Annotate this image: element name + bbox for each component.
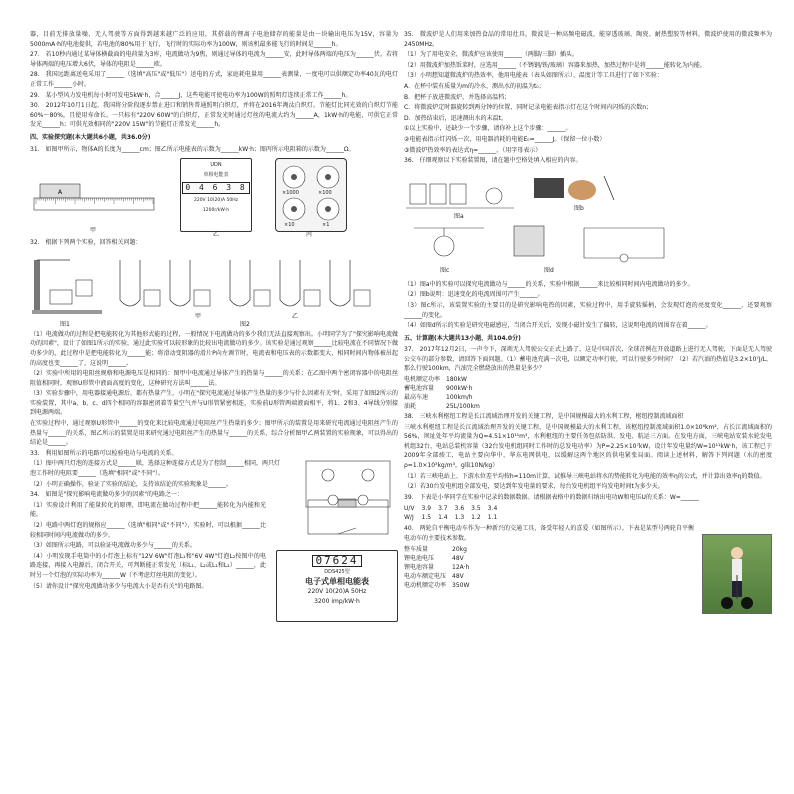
section-4-heading: 四、实验探究题(本大题共6小题，共36.0分) bbox=[30, 133, 151, 141]
question-39: 39. 下表是小华同学在实验中记录的数据数据。请根据表格中的数据归纳出电功W和电压U的关系：W=______ bbox=[404, 493, 699, 501]
q36-part-0: （1）图a中的实验可以探究电流做功与______的关系，实验中根据______来比较相同时间内电流做功的多少。 bbox=[404, 280, 694, 288]
question-31: 31. 如图甲所示，物体A的长度为______cm；图乙所示电能表的示数为______kW·h；图丙所示电阻箱的示数为______Ω。 bbox=[30, 145, 355, 153]
data-table-39 bbox=[404, 504, 504, 522]
left-paragraph-3: 29. 某小型风力发电机每小时可发电5kW·h，合______J，这些电能可使电功率为100W的照明灯连续正常工作______h。 bbox=[30, 91, 352, 99]
question-40: 40. 两轮自平衡电动车作为一种新兴的交通工具，备受年轻人的喜爱（如图所示）。下表是某型号两轮自平衡电动车的主要技术参数。 bbox=[404, 525, 694, 542]
sealed-container bbox=[194, 290, 210, 306]
question-34 bbox=[30, 490, 266, 591]
q35-line-9: ②电能表指示灯闪烁一次，用电器消耗的电能E₀=______J。（保留一位小数） bbox=[404, 135, 606, 143]
q32-part-2: （3）实验步骤中，用电器接通电源后，都有热量产生，小明在"探究电流通过导体产生热量的多少与什么因素有关"时，采用了如图2所示的实验装置，其中a、b、c、d四个相同的容器密闭着等量空气并与U形管紧密相连，实验前U形管两端液面相平，将1、2和3、4导线分别接到电源两端。 bbox=[30, 390, 398, 417]
u-tube bbox=[280, 260, 300, 306]
q33-part-2: （2）小明正确操作，验证了实验的结论，支持该结论的实验现象是______。 bbox=[30, 480, 232, 488]
meter-digits: 0 4 6 3 8 bbox=[182, 182, 249, 194]
table39-cell: 1.1 bbox=[487, 514, 498, 522]
fig36-label-b: 图b bbox=[574, 204, 584, 212]
q33-part-0: 33. 利用如图所示的电路可以检验电功与电流的关系。 bbox=[30, 449, 178, 457]
specs40-row bbox=[404, 572, 475, 581]
specs-table-40 bbox=[404, 545, 475, 590]
q32-part-0: （1）电流做功的过程是把电能转化为其他形式能的过程，一般情况下电流做功的多少我们无法直接观察出。小明同学为了"探究影响电流做功的因素"，设计了如图1所示的实验，通过此实验可以较形象的比较出电流做功的多少。该实验是通过观察______比较电流在不同情况下做功多少的，此过程中是把电能转化为______能；将滑动变阻器的滑片P向左调节时，电流表和电压表的示数都变大，相同时间内物体被吊起的高度也变______了，这说明______。 bbox=[30, 330, 398, 367]
box-label-1000: ×1000 bbox=[282, 190, 299, 197]
q35-line-7: D．加热结束后，迅速测出水的末温t。 bbox=[404, 114, 507, 122]
question-32-text2: 在实验过程中，通过观察U形管中______的变化来比较电流通过电阻丝产生热量的多少；图甲所示的装置是用来研究电流通过电阻丝产生的热量与______的关系，图乙所示的装置是用来研究通过电阻丝产生的热量与______的关系，综合分析图甲乙两装置的实验现象，可以得出的结论是______。 bbox=[30, 420, 398, 447]
specs37-cell: 电机额定功率 bbox=[404, 376, 441, 384]
balance-scooter-photo bbox=[702, 534, 772, 614]
specs40-row bbox=[404, 545, 475, 554]
specs37-cell: 100km/h bbox=[446, 394, 473, 402]
fig32-label-2: 图2 bbox=[240, 320, 250, 328]
u-tube bbox=[330, 260, 350, 306]
q38-part-3: （2）若30台发电机组全部发电，要达到年发电量的要求，每台发电机组平均发电时间t为多少天。 bbox=[404, 483, 664, 491]
specs37-cell: 180kW bbox=[446, 376, 467, 384]
q32-part-1: （2）实验中所用的电阻丝规格和电源电压是相同的：图甲中电流通过导体产生的热量与______的关系；在乙图中两个密闭容器中的电阻丝阻值相同时，观察U形管中液面高度的变化，这种研究方法叫______法。 bbox=[30, 370, 398, 387]
specs37-cell: 最高车速 bbox=[404, 394, 429, 402]
circuit-34 bbox=[298, 494, 398, 542]
q34-part-0: 34. 如图是"探究影响电流做功多少的因素"的电路之一： bbox=[30, 491, 184, 499]
u-tube-figure bbox=[30, 250, 398, 328]
figure-31 bbox=[30, 156, 398, 239]
table39-cell: 1.4 bbox=[438, 514, 448, 522]
box-label-100: ×100 bbox=[318, 190, 332, 197]
box-label-1: ×1 bbox=[322, 222, 330, 229]
specs37-row bbox=[404, 375, 486, 384]
figure-36 bbox=[404, 168, 772, 278]
meter-brand: UDN bbox=[210, 162, 222, 169]
specs40-cell: 12A·h bbox=[452, 563, 470, 571]
q35-line-8: ①以上实验中，还缺少一个步骤，请你补上这个步骤：______。 bbox=[404, 125, 572, 133]
q36-part-2: （3）图c所示，该装置实验的主要目的是研究影响电热的因素，实验过程中，用手旋转摇柄，会发现灯泡的亮度变化______，还要观察______的变化。 bbox=[404, 301, 772, 319]
table39-cell: 3.9 bbox=[421, 505, 432, 513]
meter-title: 单相电能表 bbox=[203, 171, 229, 178]
left-column bbox=[30, 30, 398, 605]
specs40-cell: 锂电池电压 bbox=[404, 554, 435, 562]
table39-row bbox=[404, 513, 504, 522]
question-32: 32. 根据下列两个实验，回答相关问题： bbox=[30, 239, 142, 247]
sealed-container bbox=[304, 290, 320, 306]
left-paragraph-0: 器，目前无排放量噪、无人驾驶等方面得到越来越广泛的应用，其搭载的锂离子电池储存的能量是由一块输出电压为15V，容量为5000mA·h的电池提供，若电池的80%用于飞行，飞行时的实际功率为100W，则该机最多能飞行的时间是______h。 bbox=[30, 31, 398, 48]
electric-meter-31 bbox=[180, 158, 252, 232]
q33-part-1: （1）图中两只灯泡的连接方式是______联，选择这种连接方式是为了控制______相同，两只灯泡工作时的电阻要______（选填"相同"或"不同"）。 bbox=[30, 460, 280, 478]
sealed-container bbox=[354, 290, 370, 306]
fig31-label-yi: 乙 bbox=[213, 231, 220, 239]
q38-part-1: 三峡水利枢纽工程是长江流域治理开发的关键工程，是中国规模最大的水利工程，该枢纽控制流域面积1.0×10⁶km²，占长江流域面积的56%，坝址处年平均流量为Q=4.51×10¹¹m³，水利枢纽的主要任务包括防洪、发电、航运三方面。在发电方面，三峡电站安装水轮发电机组32台，电站总装机容量（32台发电机组同时工作时的总发电功率）为P=2.25×10⁷kW，设计年发电量约W=10¹¹kW·h，该工程已于2009年全部竣工，电站主要向华中、华东电网供电，以缓解这两个地区的供电紧张局面。阅读上述材料，解答下列问题（水的密度ρ=1.0×10³kg/m³，g取10N/kg） bbox=[404, 423, 772, 470]
left-paragraph-4: 30. 2012年10月1日起，我国将分阶段逐步禁止进口和销售普通照明白炽灯，并将在2016年淘汰白炽灯。节能灯比同光效的白炽灯节能60%～80%，且使用寿命长。一只标有"220V 60W"的白炽灯，正常发光时通过灯丝的电流大约为______A，1kW·h的电能，可供它正常发光______h；可供光效相同的"220V 15W"的节能灯正常发光______h。 bbox=[30, 102, 398, 129]
table39-cell: 3.5 bbox=[471, 505, 481, 513]
q33-block bbox=[30, 449, 398, 489]
section-5-heading: 五、计算题(本大题共13小题，共104.0分) bbox=[404, 334, 521, 342]
specs37-cell: 油耗 bbox=[404, 403, 417, 411]
question-32-text bbox=[30, 330, 398, 418]
table39-cell: U/V bbox=[404, 505, 415, 513]
q35-line-2: （2）用微波炉加热饭菜时，应选用______（不锈钢/铁/玻璃）容器来加热，加热过程中是将______能转化为内能。 bbox=[404, 61, 706, 69]
question-33 bbox=[30, 449, 280, 489]
specs37-row bbox=[404, 402, 486, 411]
q35-line-6: C．将微波炉定时器旋转到两分钟的位置，同时记录电能表指示灯在这个时间内闪烁的次数n； bbox=[404, 104, 652, 112]
specs40-row bbox=[404, 554, 475, 563]
specs40-cell: 电动车额定电压 bbox=[404, 572, 447, 580]
q35-line-5: B．把杯子放进微波炉，并选择高温档； bbox=[404, 93, 511, 101]
specs37-row bbox=[404, 384, 486, 393]
sealed-container bbox=[144, 290, 160, 306]
q38-part-0: 38. 三峡水利枢纽工程是长江流域治理开发的关键工程，是中国规模最大的水利工程，枢纽控制流域面积 bbox=[404, 413, 684, 421]
specs-table-37 bbox=[404, 375, 486, 411]
specs40-cell: 整车质量 bbox=[404, 545, 429, 553]
meter34-line2: 3200 imp/kW·h bbox=[314, 597, 360, 605]
svg-text:A: A bbox=[58, 189, 63, 197]
q34-block bbox=[30, 490, 398, 605]
fig36-label-c: 图c bbox=[440, 266, 450, 274]
table39-cell: 1.2 bbox=[471, 514, 481, 522]
specs40-row bbox=[404, 563, 475, 572]
q38-part-2: （1）若三峡电站上、下游水位差平均按h=110m计算，试推导三峡电站将水的势能转化为电能的效率η的公式，并计算出效率η的数值。 bbox=[404, 472, 766, 480]
specs37-row bbox=[404, 393, 486, 402]
question-35-36 bbox=[404, 30, 772, 166]
meter34-digits: 07624 bbox=[312, 555, 361, 567]
fig31-label-bing: 丙 bbox=[306, 231, 313, 239]
specs40-cell: 48V bbox=[452, 572, 464, 580]
electric-meter-34 bbox=[276, 550, 398, 622]
specs40-cell: 电动机额定功率 bbox=[404, 581, 447, 589]
q34-part-1: （1）实验设计利用了能量转化的原理，即电流在做功过程中把______能转化为内能和光能。 bbox=[30, 501, 266, 519]
meter-line1: 220V 10(20)A 50Hz bbox=[193, 197, 239, 203]
table39-cell: 1.5 bbox=[421, 514, 432, 522]
fig36-label-a: 图a bbox=[454, 212, 464, 220]
fig32-label-jia: 甲 bbox=[195, 312, 202, 320]
table39-cell: 3.7 bbox=[438, 505, 448, 513]
question-38 bbox=[404, 412, 772, 492]
q35-line-1: （1）为了用电安全，微波炉应该使用______（两脚/三脚）插头。 bbox=[404, 51, 578, 59]
q35-line-0: 35. 微波炉是人们用来加热食品的常用灶具，微波是一种高频电磁波，能穿透玻璃、陶瓷、耐热塑胶等材料，微波炉使用的微波频率为2450MHz。 bbox=[404, 31, 772, 48]
q34-part-5: （5）请你设计"探究电流做功多少与电流大小是否有关"的电路图。 bbox=[30, 582, 208, 590]
q35-line-3: （3）小明想知道微波炉的热效率，他用电能表（表头如图所示）、温度计等工具进行了如下实验： bbox=[404, 72, 663, 80]
question-36-parts bbox=[404, 280, 772, 331]
table39-cell: 1.3 bbox=[454, 514, 465, 522]
meter34-model: DDS425型 bbox=[324, 568, 350, 575]
q35-line-10: ③微波炉热效率的表达式η=______。（用字母表示） bbox=[404, 146, 542, 154]
fig31-label-jia: 甲 bbox=[90, 227, 97, 235]
fig32-label-yi: 乙 bbox=[292, 312, 299, 320]
meter34-line1: 220V 10(20)A 50Hz bbox=[307, 588, 367, 595]
table39-cell: 3.4 bbox=[487, 505, 498, 513]
table39-cell: W/J bbox=[404, 514, 414, 522]
left-paragraph-1: 27. 若10秒内通过某导体横截面的电荷量为3库，电流做功为9焦，则通过导体的电流为______安，此时导体两端的电压为______伏。若将导体两端的电压增大6伏，导体的电阻是______欧。 bbox=[30, 51, 398, 68]
left-paragraph-2: 28. 我国远距离送电采用了______（选填"高压"或"低压"）送电的方式，家庭耗电量用______表测量，一度电可以供额定功率40瓦的电灯正常工作______小时。 bbox=[30, 71, 398, 88]
fig32-label-1: 图1 bbox=[60, 320, 70, 328]
q35-line-4: A．在杯中装有质量为m的冷水，测出水的初温为t₀； bbox=[404, 82, 545, 90]
specs37-cell: 25L/100km bbox=[446, 403, 480, 411]
sealed-container bbox=[254, 290, 270, 306]
u-tube bbox=[230, 260, 250, 306]
figure-32 bbox=[30, 250, 398, 328]
meter-line2: 1200r/kW·h bbox=[202, 207, 230, 213]
meter34-title: 电子式单相电能表 bbox=[305, 577, 369, 587]
fig36-label-d: 图d bbox=[544, 266, 554, 274]
q40-block bbox=[404, 524, 772, 589]
box-label-10: ×10 bbox=[284, 222, 295, 229]
resistance-box bbox=[275, 158, 347, 232]
specs40-cell: 350W bbox=[452, 581, 470, 589]
q36-part-1: （2）图b说明：迅速变化的电流周围可产生______。 bbox=[404, 291, 544, 299]
u-tube bbox=[120, 260, 140, 306]
q34-part-2: （2）电路中两灯泡的规格应______（选填"相同"或"不同"），实验时，可以根据______比较相同时间内电流做功的多少。 bbox=[30, 522, 266, 539]
table39-row bbox=[404, 504, 504, 513]
q36-part-3: （4）如图d所示的实验是研究电磁感应，当闭合开关后，发现小磁针发生了偏转，这说明电流的周围存在着______。 bbox=[404, 322, 712, 330]
specs37-cell: 蓄电池容量 bbox=[404, 385, 435, 393]
specs40-row bbox=[404, 581, 475, 590]
left-top-paragraphs bbox=[30, 30, 398, 130]
table39-cell: 3.6 bbox=[454, 505, 465, 513]
specs40-cell: 锂电池容量 bbox=[404, 563, 435, 571]
specs40-cell: 48V bbox=[452, 554, 464, 562]
question-37: 37. 2017年12月2日，一声令下，深圳无人驾驶公交正式上路了，这是中国首次，全球首例在开放道路上进行无人驾驶，下面是无人驾驶公交车的部分参数，请回答下面问题。（1）蓄电池充满一次电，以额定功率行驶，可以行驶多少时间？（2）若汽油的热值是3.2×10⁷J/L，那么行驶100km，汽油完全燃烧放出的热量是多少？ bbox=[404, 346, 772, 373]
q34-part-4: （4）小明发现手电筒中的小灯泡上标有"12V 6W"灯泡L₁和"6V 4W"灯泡L₂按图中的电路连接，再接入电源后，闭合开关，可判断能正常发光（标L₁、L₂或L₁和L₂）______，此时另一个灯泡的实际功率为______W（不考虑灯丝电阻的变化）。 bbox=[30, 552, 266, 579]
q35-line-11: 36. 仔细观察以下实验装置图，请在题中空格处填入相应的内容。 bbox=[404, 157, 582, 165]
right-column bbox=[404, 30, 772, 591]
specs37-cell: 900kW·h bbox=[446, 385, 473, 393]
q34-part-3: （3）如图所示电路，可以验证电流做功多少与______的关系。 bbox=[30, 542, 196, 550]
specs40-cell: 20kg bbox=[452, 545, 467, 553]
u-tube bbox=[170, 260, 190, 306]
rider-icon bbox=[703, 535, 771, 613]
experiment-36 bbox=[404, 168, 772, 278]
